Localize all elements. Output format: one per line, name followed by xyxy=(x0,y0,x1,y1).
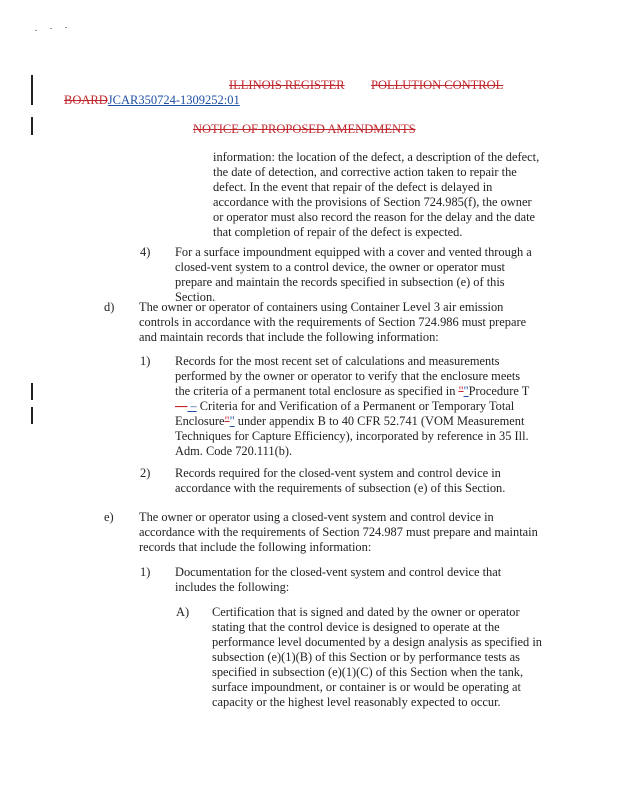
quote-open-inserted: " xyxy=(463,384,469,398)
scan-speck xyxy=(65,27,67,28)
dash-inserted: – xyxy=(187,399,197,413)
quote-close-inserted: " xyxy=(229,414,235,428)
register-header xyxy=(229,78,345,93)
subsection-d-marker: d) xyxy=(104,300,115,314)
d1-marker: 1) xyxy=(140,354,151,368)
jcar-id: JCAR350724-1309252:01 xyxy=(107,93,240,107)
d1-text xyxy=(175,354,535,459)
notice-header xyxy=(193,122,416,137)
scan-speck xyxy=(35,30,37,31)
change-bar xyxy=(31,407,33,424)
eA-marker: A) xyxy=(176,605,190,619)
register-struck: ILLINOIS REGISTER xyxy=(229,78,345,92)
d1-text-c: Criteria for and Verification of a Permanent or Temporary Total Enclosure xyxy=(175,399,515,428)
subsection-e-marker: e) xyxy=(104,510,114,524)
continuation-paragraph: information: the location of the defect, a description of the defect, the date of detection, and corrective action taken to repair the defect. In the event that repair of the defect is delayed in accordance with the provisions of Section 724.985(f), the owner or operator must also record the reason for the delay and the date that completion of repair of the defect is expected. xyxy=(213,150,540,239)
board-header-line2 xyxy=(64,93,240,108)
item-4-marker: 4) xyxy=(140,245,151,259)
change-bar xyxy=(31,383,33,400)
e1-text: Documentation for the closed-vent system and control device that includes the following: xyxy=(175,565,502,594)
board-struck-1: POLLUTION CONTROL xyxy=(371,78,504,92)
scan-speck xyxy=(50,28,52,29)
change-bar xyxy=(31,75,33,105)
quote-open-struck: " xyxy=(458,384,464,398)
quote-close-struck: " xyxy=(224,414,230,428)
board-struck-2: BOARD xyxy=(64,93,108,107)
d2-text: Records required for the closed-vent system and control device in accordance with the requirements of subsection (e) of this Section. xyxy=(175,466,506,495)
dash-struck: — xyxy=(175,399,188,413)
subsection-e-text: The owner or operator using a closed-vent system and control device in accordance with the requirements of Section 724.987 must prepare and maintain records that include the following information: xyxy=(139,510,538,554)
d1-text-b: Procedure T xyxy=(468,384,530,398)
item-4-text: For a surface impoundment equipped with a cover and vented through a closed-vent system to a control device, the owner or operator must prepare and maintain the records specified in subsection (e) of this Section. xyxy=(175,245,532,304)
d1-text-d: under appendix B to 40 CFR 52.741 (VOM Measurement Techniques for Capture Efficiency), incorporated by reference in 35 Ill. Adm. Code 720.111(b). xyxy=(175,414,529,458)
eA-text: Certification that is signed and dated by the owner or operator stating that the control device is designed to operate at the performance level documented by a design analysis as specified in subsection (e)(1)(B) of this Section or by performance tests as specified in subsection (e)(1)(C) of this Section when the tank, surface impoundment, or container is or would be operating at capacity or the highest level reasonably expected to occur. xyxy=(212,605,542,709)
e1-marker: 1) xyxy=(140,565,151,579)
subsection-d-text: The owner or operator of containers using Container Level 3 air emission controls in accordance with the requirements of Section 724.986 must prepare and maintain records that include the following information: xyxy=(139,300,527,344)
d1-text-a: Records for the most recent set of calculations and measurements performed by the owner or operator to verify that the enclosure meets the criteria of a permanent total enclosure as specified in xyxy=(175,354,521,398)
board-header-line1 xyxy=(371,78,503,93)
change-bar xyxy=(31,117,33,135)
notice-struck: NOTICE OF PROPOSED AMENDMENTS xyxy=(193,122,416,136)
d2-marker: 2) xyxy=(140,466,151,480)
